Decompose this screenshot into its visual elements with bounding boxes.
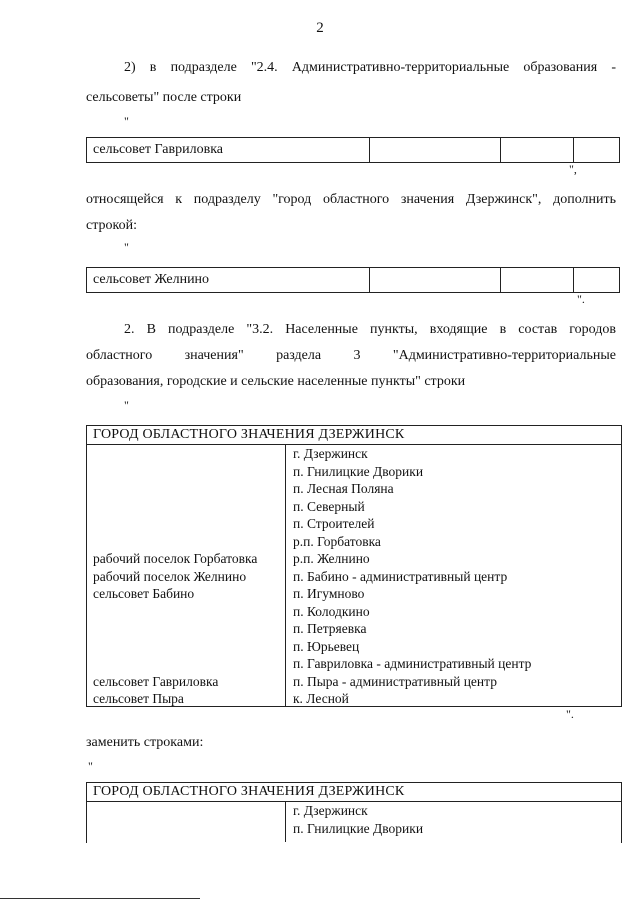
- word: раздела: [276, 348, 322, 363]
- word: 3: [353, 348, 361, 363]
- paragraph-3-line-3: образования, городские и сельские населенные пункты" строки: [86, 374, 466, 389]
- cell-name: сельсовет Гавриловка: [87, 138, 370, 163]
- cell-3: [501, 138, 574, 163]
- paragraph-1-line-2: сельсоветы" после строки: [86, 90, 242, 105]
- right-cell: к. Лесной: [293, 691, 349, 706]
- right-cell: п. Лесная Поляна: [293, 481, 394, 496]
- page-number: 2: [316, 20, 324, 36]
- paragraph-4: заменить строками:: [86, 735, 204, 750]
- settlements-table-new: [86, 782, 622, 843]
- cell-4: [574, 268, 620, 293]
- word: "Административно-территориальные: [392, 348, 616, 363]
- paragraph-2-line-2: строкой:: [86, 218, 137, 233]
- right-cell: г. Дзержинск: [293, 803, 368, 818]
- opening-quote: ": [124, 240, 129, 254]
- right-cell: р.п. Горбатовка: [293, 533, 381, 549]
- right-cell: п. Бабино - административный центр: [293, 568, 508, 584]
- left-cell: сельсовет Пыра: [93, 691, 184, 706]
- closing-quote: ".: [577, 292, 585, 306]
- cell-2: [370, 268, 501, 293]
- opening-quote: ": [124, 114, 129, 128]
- cell-3: [501, 268, 574, 293]
- table-row-gavrilovka: [86, 137, 620, 163]
- settlements-table-old: [86, 425, 622, 707]
- table-header: ГОРОД ОБЛАСТНОГО ЗНАЧЕНИЯ ДЗЕРЖИНСК: [87, 783, 621, 802]
- right-cell: п. Пыра - административный центр: [293, 673, 497, 689]
- cell-2: [370, 138, 501, 163]
- left-cell: рабочий поселок Горбатовка: [93, 551, 258, 566]
- paragraph-1-line-1: 2) в подразделе "2.4. Административно-территориальные образования -: [124, 60, 616, 75]
- right-cell: г. Дзержинск: [293, 446, 368, 461]
- opening-quote: ": [88, 759, 93, 773]
- opening-quote: ": [124, 398, 129, 412]
- paragraph-3-line-2: [86, 346, 616, 366]
- right-cell: п. Гнилицкие Дворики: [293, 820, 424, 836]
- left-cell: сельсовет Бабино: [93, 586, 195, 601]
- footer-rule: [0, 898, 200, 899]
- word: значения": [184, 348, 244, 363]
- right-cell: п. Гавриловка - административный центр: [293, 656, 532, 671]
- word: областного: [86, 348, 153, 363]
- left-cell: сельсовет Гавриловка: [93, 673, 219, 689]
- right-cell: п. Колодкино: [293, 603, 370, 619]
- cell-4: [574, 138, 620, 163]
- right-cell: п. Юрьевец: [293, 638, 360, 654]
- closing-quote: ",: [569, 162, 577, 176]
- right-cell: п. Северный: [293, 498, 365, 514]
- right-cell: п. Гнилицкие Дворики: [293, 463, 424, 479]
- paragraph-3-line-1: 2. В подразделе "3.2. Населенные пункты, входящие в состав городов: [124, 322, 616, 337]
- table-row-zhelnino: [86, 267, 620, 293]
- right-cell: п. Игумново: [293, 586, 365, 601]
- closing-quote: ".: [566, 707, 574, 721]
- right-cell: р.п. Желнино: [293, 551, 370, 566]
- left-cell: рабочий поселок Желнино: [93, 568, 247, 584]
- right-cell: п. Строителей: [293, 516, 375, 531]
- cell-name: сельсовет Желнино: [87, 268, 370, 293]
- right-cell: п. Петряевка: [293, 621, 367, 636]
- paragraph-2-line-1: относящейся к подразделу "город областного значения Дзержинск", дополнить: [86, 192, 616, 207]
- table-header: ГОРОД ОБЛАСТНОГО ЗНАЧЕНИЯ ДЗЕРЖИНСК: [87, 426, 621, 445]
